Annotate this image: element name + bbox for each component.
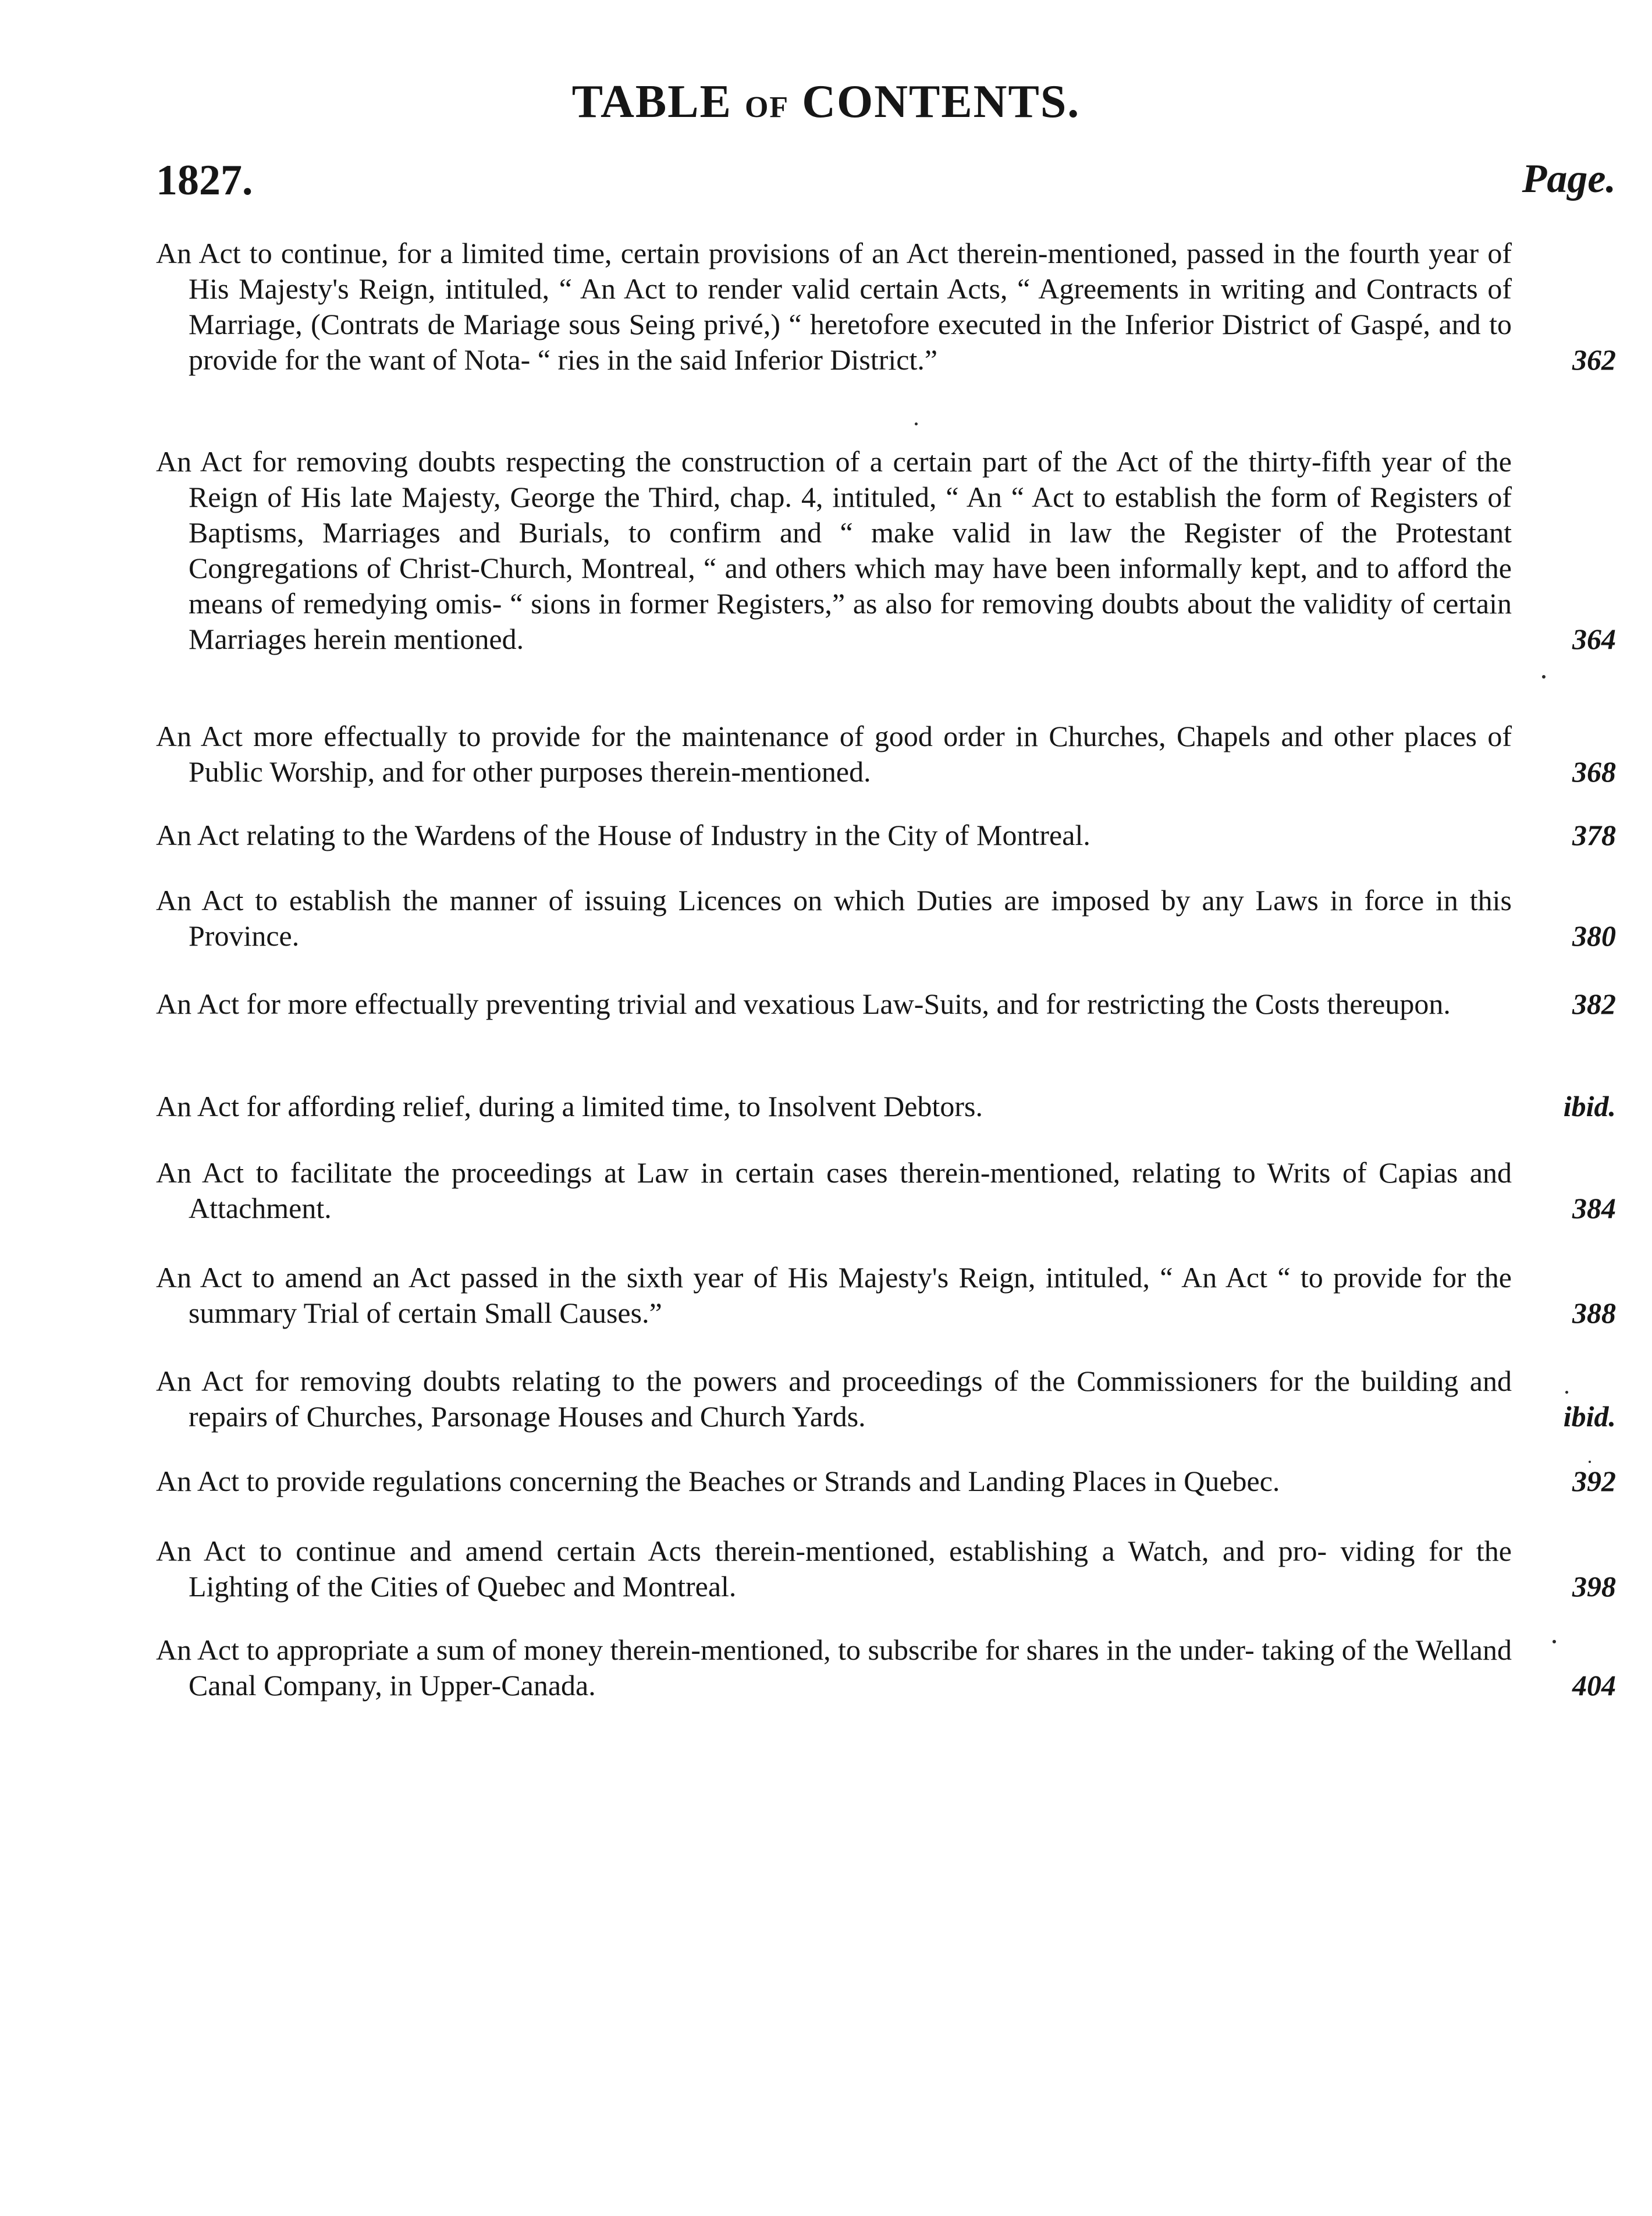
title-word-table: TABLE [571,76,732,127]
entry-page-number: 362 [1572,343,1616,376]
contents-entry [156,1632,1616,1703]
scan-speck [1565,1391,1568,1394]
entry-page-number: 368 [1572,755,1616,788]
entry-title: An Act to continue, for a limited time, certain provisions of an Act therein-mentioned, passed in the fourth year of His Majesty's Reign, intituled, “ An Act to render valid certain Acts, “ Agreements in writing and Contracts of Marriage, (Contrats de Mariage sous Seing privé,) “ heretofore executed in the Inferior District of Gaspé, and to provide for the want of Nota- “ ries in the said Inferior District.” [156,237,1512,376]
entry-page-number: 388 [1572,1297,1616,1329]
contents-entry [156,1089,1616,1124]
entry-title: An Act to continue and amend certain Acts therein-mentioned, establishing a Watch, and pro- viding for the Lighting of the Cities of Quebec and Montreal. [156,1535,1512,1603]
year-heading: 1827. [156,157,253,204]
entry-title: An Act to amend an Act passed in the sixth year of His Majesty's Reign, intituled, “ An Act “ to provide for the summary Trial of certain Small Causes.” [156,1261,1512,1329]
contents-entry [156,883,1616,954]
entry-page-number: 404 [1572,1669,1616,1702]
entry-page-number: 364 [1572,623,1616,655]
contents-entry [156,444,1616,657]
entry-title: An Act for removing doubts respecting the construction of a certain part of the Act of the thirty-fifth year of the Reign of His late Majesty, George the Third, chap. 4, intituled, “ An “ Act to establish the form of Registers of Baptisms, Marriages and Burials, to confirm and “ make valid in law the Register of the Protestant Congregations of Christ-Church, Montreal, “ and others which may have been informally kept, and to afford the means of remedying omis- “ sions in former Registers,” as also for removing doubts about the validity of certain Marriages herein mentioned. [156,445,1512,655]
entry-page-number: 398 [1572,1570,1616,1603]
entry-title: An Act to provide regulations concerning the Beaches or Strands and Landing Places in Quebec. [156,1465,1280,1497]
entry-title: An Act for affording relief, during a limited time, to Insolvent Debtors. [156,1090,983,1123]
entry-title: An Act for more effectually preventing trivial and vexatious Law-Suits, and for restricting the Costs thereupon. [156,988,1451,1020]
contents-entry [156,818,1616,853]
title-word-contents: CONTENTS. [802,76,1081,127]
scan-speck [1552,1640,1556,1643]
contents-entry [156,236,1616,378]
title-word-of: OF [744,91,790,124]
page-title [0,76,1652,129]
entry-page-number: ibid. [1563,1090,1616,1123]
scan-speck [1589,1461,1591,1463]
entry-page-number: 392 [1572,1465,1616,1497]
contents-entry [156,1155,1616,1226]
entry-title: An Act more effectually to provide for the maintenance of good order in Churches, Chapels and other places of Public Worship, and for other purposes therein-mentioned. [156,720,1512,788]
entry-page-number: 384 [1572,1192,1616,1224]
scan-speck [915,422,918,425]
entry-page-number: 380 [1572,919,1616,952]
entry-title: An Act relating to the Wardens of the House of Industry in the City of Montreal. [156,819,1090,851]
entry-title: An Act for removing doubts relating to the powers and proceedings of the Commissioners for the building and repairs of Churches, Parsonage Houses and Church Yards. [156,1365,1512,1433]
entry-page-number: 382 [1572,988,1616,1020]
entry-page-number: 378 [1572,819,1616,851]
page-column-heading: Page. [1522,157,1616,201]
contents-entry [156,1464,1616,1499]
contents-entry [156,1533,1616,1604]
entry-title: An Act to facilitate the proceedings at Law in certain cases therein-mentioned, relating to Writs of Capias and Attachment. [156,1156,1512,1224]
entry-title: An Act to appropriate a sum of money therein-mentioned, to subscribe for shares in the under- taking of the Welland Canal Company, in Upper-Canada. [156,1633,1512,1702]
contents-entry [156,1260,1616,1331]
scan-speck [1542,675,1546,679]
entry-title: An Act to establish the manner of issuing Licences on which Duties are imposed by any Laws in force in this Province. [156,884,1512,952]
contents-entry [156,986,1616,1022]
contents-entry [156,1363,1616,1434]
contents-entry [156,719,1616,790]
entry-page-number: ibid. [1563,1400,1616,1433]
